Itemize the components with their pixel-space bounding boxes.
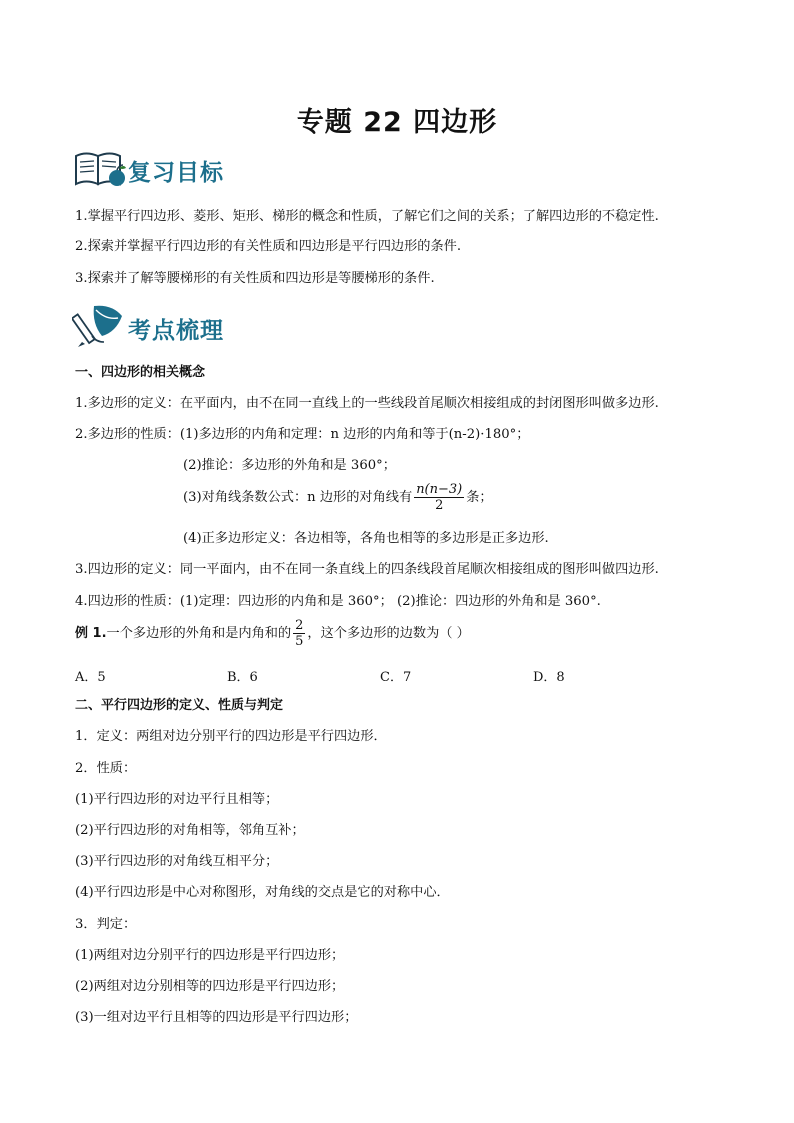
polygon-property-1: 2.多边形的性质：(1)多边形的内角和定理：n 边形的内角和等于(n-2)·180°； — [75, 427, 530, 442]
parallelogram-line: 1．定义：两组对边分别平行的四边形是平行四边形． — [75, 729, 387, 744]
option-c: C．7 — [380, 670, 412, 685]
parallelogram-line: (2)两组对边分别相等的四边形是平行四边形； — [75, 979, 345, 994]
fraction-denominator: 5 — [295, 634, 304, 649]
section-heading-label: 复习目标 — [128, 160, 224, 186]
fraction-denominator: 2 — [435, 498, 444, 513]
property-3-suffix: 条； — [466, 490, 493, 505]
goal-item-1: 1.掌握平行四边形、菱形、矩形、梯形的概念和性质，了解它们之间的关系；了解四边形的不稳定性. — [75, 209, 659, 224]
parallelogram-line: (3)一组对边平行且相等的四边形是平行四边形； — [75, 1010, 358, 1025]
section-heading-label: 考点梳理 — [128, 318, 224, 344]
goal-item-3: 3.探索并了解等腰梯形的有关性质和四边形是等腰梯形的条件. — [75, 271, 435, 286]
polygon-property-3 — [183, 482, 493, 513]
parallelogram-line: (1)平行四边形的对边平行且相等； — [75, 792, 279, 807]
parallelogram-line: 3．判定： — [75, 917, 137, 932]
parallelogram-line: (3)平行四边形的对角线互相平分； — [75, 854, 279, 869]
fraction-numerator: n(n−3) — [416, 482, 463, 497]
parallelogram-line: (1)两组对边分别平行的四边形是平行四边形； — [75, 948, 345, 963]
option-d: D．8 — [533, 670, 565, 685]
parallelogram-line: (4)平行四边形是中心对称图形，对角线的交点是它的对称中心． — [75, 885, 450, 900]
property-3-text: (3)对角线条数公式：n 边形的对角线有 — [183, 490, 413, 505]
polygon-definition: 1.多边形的定义：在平面内，由不在同一直线上的一些线段首尾顺次相接组成的封闭图形叫做多边形. — [75, 396, 659, 411]
section-key-points — [72, 302, 372, 346]
section-review-goals — [72, 148, 372, 192]
page-title: 专题 22 四边形 — [296, 107, 498, 138]
diagonal-formula-fraction — [414, 482, 464, 513]
part2-heading: 二、平行四边形的定义、性质与判定 — [75, 698, 284, 713]
pencil-and-leaf-icon — [72, 302, 128, 348]
example-question-post: ，这个多边形的边数为（ ） — [307, 626, 470, 641]
option-b: B．6 — [227, 670, 258, 685]
example-label: 例 1. — [75, 626, 107, 641]
goal-item-2: 2.探索并掌握平行四边形的有关性质和四边形是平行四边形的条件. — [75, 239, 462, 254]
polygon-property-4: (4)正多边形定义：各边相等，各角也相等的多边形是正多边形. — [183, 531, 549, 546]
quadrilateral-definition: 3.四边形的定义：同一平面内，由不在同一条直线上的四条线段首尾顺次相接组成的图形叫做四边形. — [75, 562, 659, 577]
book-with-apple-icon — [72, 148, 128, 190]
part1-heading: 一、四边形的相关概念 — [75, 365, 206, 380]
fraction-numerator: 2 — [295, 618, 304, 633]
example-question-pre: 一个多边形的外角和是内角和的 — [106, 626, 292, 641]
option-a: A．5 — [75, 670, 106, 685]
polygon-property-2: (2)推论：多边形的外角和是 360°； — [183, 458, 396, 473]
example-fraction — [293, 618, 305, 649]
parallelogram-line: 2．性质： — [75, 761, 137, 776]
example-1 — [75, 618, 470, 649]
quadrilateral-properties: 4.四边形的性质：(1)定理：四边形的内角和是 360°； (2)推论：四边形的外角和是 360°. — [75, 594, 601, 609]
parallelogram-line: (2)平行四边形的对角相等，邻角互补； — [75, 823, 305, 838]
